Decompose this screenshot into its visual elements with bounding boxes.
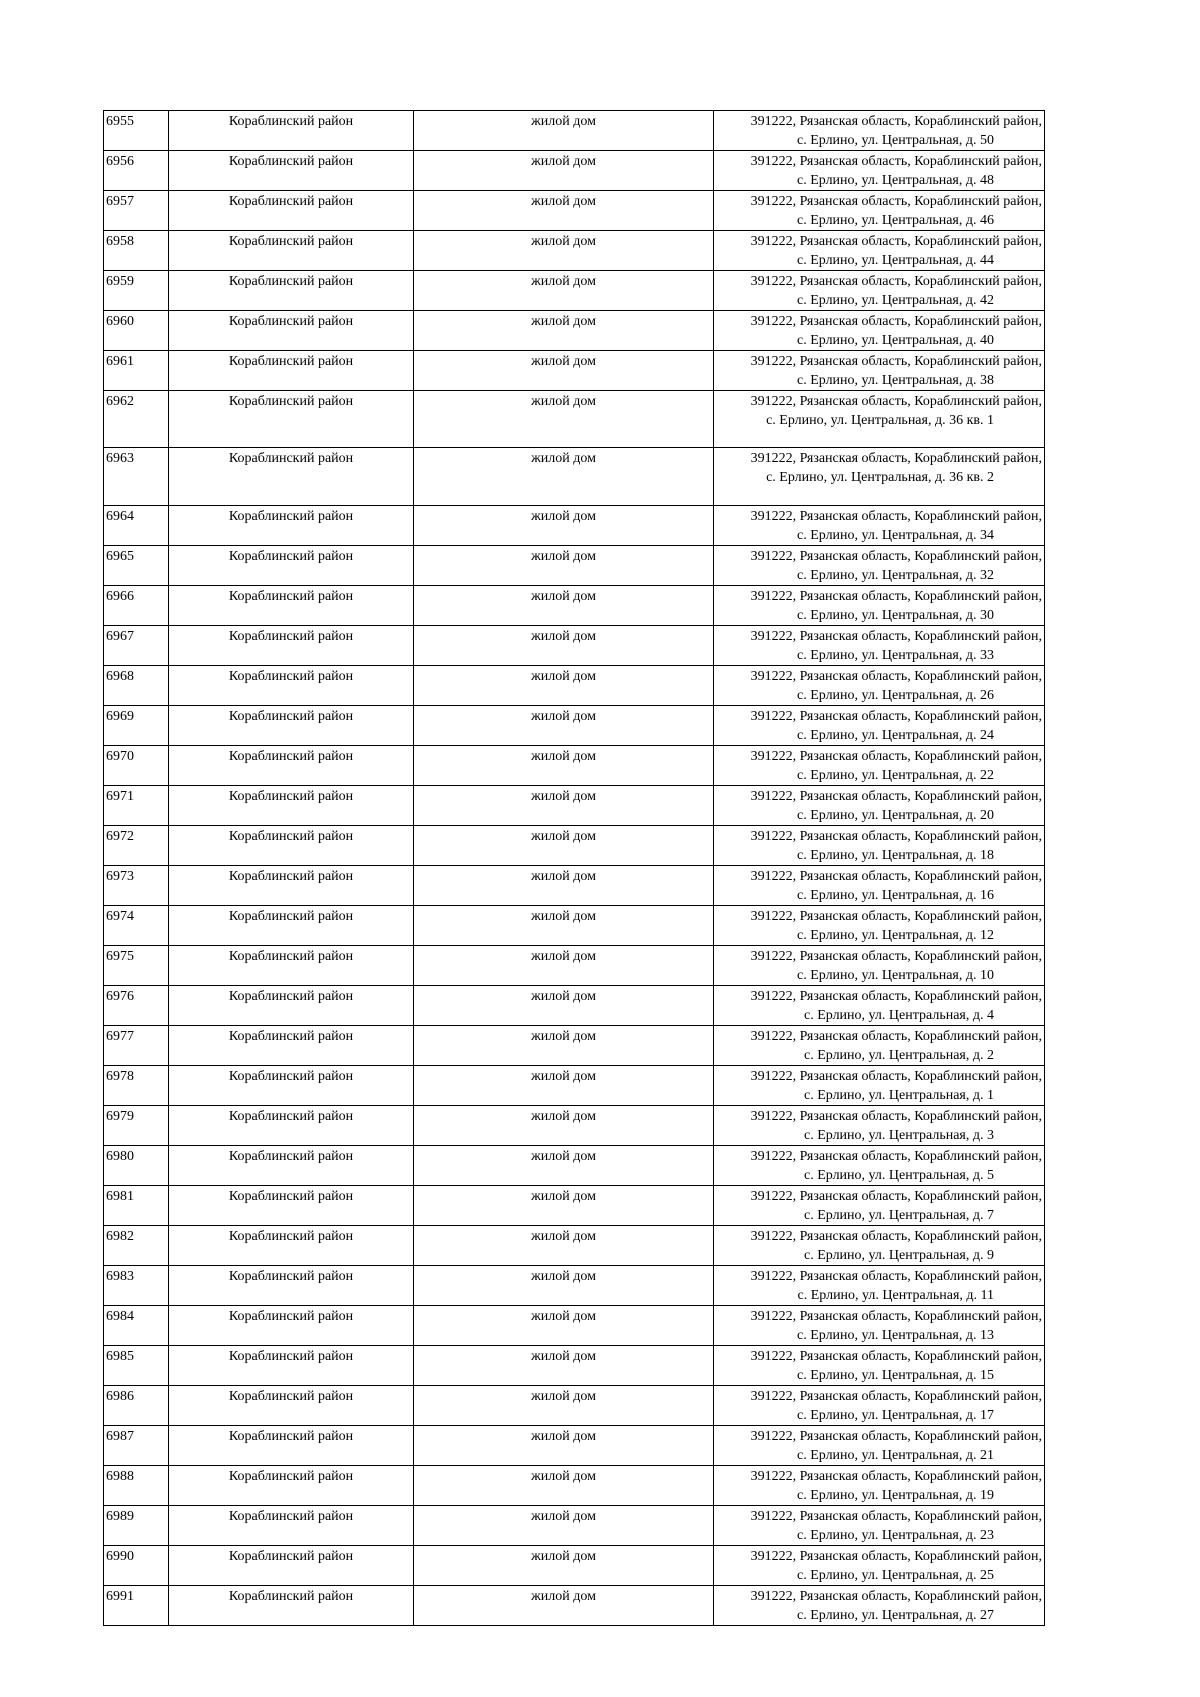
object-type-cell: жилой дом bbox=[414, 351, 714, 391]
object-type-cell: жилой дом bbox=[414, 1025, 714, 1065]
table-row bbox=[104, 545, 1045, 585]
record-number-cell: 6982 bbox=[104, 1225, 169, 1265]
registry-table-body bbox=[104, 111, 1045, 1626]
address-line-1: 391222, Рязанская область, Кораблинский район, bbox=[750, 628, 1042, 644]
record-number-cell: 6984 bbox=[104, 1305, 169, 1345]
record-number-cell: 6965 bbox=[104, 545, 169, 585]
address-line-1: 391222, Рязанская область, Кораблинский район, bbox=[750, 1188, 1042, 1204]
object-type-cell: жилой дом bbox=[414, 1345, 714, 1385]
table-row bbox=[104, 905, 1045, 945]
table-row bbox=[104, 1345, 1045, 1385]
district-cell: Кораблинский район bbox=[169, 825, 414, 865]
address-line-1: 391222, Рязанская область, Кораблинский район, bbox=[750, 1028, 1042, 1044]
table-row bbox=[104, 785, 1045, 825]
address-line-1: 391222, Рязанская область, Кораблинский район, bbox=[750, 828, 1042, 844]
address-line-2: с. Ерлино, ул. Центральная, д. 15 bbox=[796, 1367, 994, 1383]
address-line-2: с. Ерлино, ул. Центральная, д. 16 bbox=[796, 887, 994, 903]
table-row bbox=[104, 1385, 1045, 1425]
table-row bbox=[104, 1545, 1045, 1585]
address-line-1: 391222, Рязанская область, Кораблинский район, bbox=[750, 1108, 1042, 1124]
object-type-cell: жилой дом bbox=[414, 191, 714, 231]
address-line-1: 391222, Рязанская область, Кораблинский район, bbox=[750, 1068, 1042, 1084]
record-number-cell: 6959 bbox=[104, 271, 169, 311]
address-line-2: с. Ерлино, ул. Центральная, д. 34 bbox=[796, 527, 994, 543]
object-type-cell: жилой дом bbox=[414, 1425, 714, 1465]
table-row bbox=[104, 448, 1045, 505]
record-number-cell: 6985 bbox=[104, 1345, 169, 1385]
address-line-2: с. Ерлино, ул. Центральная, д. 48 bbox=[796, 173, 994, 188]
table-row bbox=[104, 1025, 1045, 1065]
record-number-cell: 6964 bbox=[104, 505, 169, 545]
object-type-cell: жилой дом bbox=[414, 905, 714, 945]
record-number-cell: 6960 bbox=[104, 311, 169, 351]
address-cell bbox=[714, 1425, 1045, 1465]
record-number-cell: 6957 bbox=[104, 191, 169, 231]
address-cell bbox=[714, 545, 1045, 585]
record-number-cell: 6968 bbox=[104, 665, 169, 705]
table-row bbox=[104, 111, 1045, 151]
table-row bbox=[104, 271, 1045, 311]
district-cell: Кораблинский район bbox=[169, 985, 414, 1025]
address-line-2: с. Ерлино, ул. Центральная, д. 38 bbox=[796, 373, 994, 388]
address-line-1: 391222, Рязанская область, Кораблинский район, bbox=[750, 1348, 1042, 1364]
address-cell bbox=[714, 1385, 1045, 1425]
address-line-1: 391222, Рязанская область, Кораблинский район, bbox=[750, 1428, 1042, 1444]
address-cell bbox=[714, 985, 1045, 1025]
table-row bbox=[104, 1465, 1045, 1505]
address-line-1: 391222, Рязанская область, Кораблинский район, bbox=[750, 708, 1042, 724]
object-type-cell: жилой дом bbox=[414, 745, 714, 785]
address-line-2: с. Ерлино, ул. Центральная, д. 50 bbox=[796, 133, 994, 148]
object-type-cell: жилой дом bbox=[414, 705, 714, 745]
address-cell bbox=[714, 448, 1045, 505]
district-cell: Кораблинский район bbox=[169, 351, 414, 391]
address-line-2: с. Ерлино, ул. Центральная, д. 3 bbox=[803, 1127, 994, 1143]
table-row bbox=[104, 985, 1045, 1025]
record-number-cell: 6988 bbox=[104, 1465, 169, 1505]
address-line-2: с. Ерлино, ул. Центральная, д. 5 bbox=[803, 1167, 994, 1183]
address-line-2: с. Ерлино, ул. Центральная, д. 27 bbox=[796, 1607, 994, 1623]
object-type-cell: жилой дом bbox=[414, 825, 714, 865]
table-row bbox=[104, 865, 1045, 905]
record-number-cell: 6963 bbox=[104, 448, 169, 505]
address-line-2: с. Ерлино, ул. Центральная, д. 11 bbox=[797, 1287, 994, 1303]
record-number-cell: 6955 bbox=[104, 111, 169, 151]
object-type-cell: жилой дом bbox=[414, 448, 714, 505]
object-type-cell: жилой дом bbox=[414, 625, 714, 665]
table-row bbox=[104, 585, 1045, 625]
district-cell: Кораблинский район bbox=[169, 1265, 414, 1305]
record-number-cell: 6958 bbox=[104, 231, 169, 271]
address-line-1: 391222, Рязанская область, Кораблинский район, bbox=[750, 1308, 1042, 1324]
district-cell: Кораблинский район bbox=[169, 625, 414, 665]
record-number-cell: 6991 bbox=[104, 1585, 169, 1625]
address-line-1: 391222, Рязанская область, Кораблинский район, bbox=[750, 1548, 1042, 1564]
address-line-1: 391222, Рязанская область, Кораблинский район, bbox=[750, 908, 1042, 924]
district-cell: Кораблинский район bbox=[169, 231, 414, 271]
address-cell bbox=[714, 665, 1045, 705]
address-cell bbox=[714, 1305, 1045, 1345]
district-cell: Кораблинский район bbox=[169, 1585, 414, 1625]
district-cell: Кораблинский район bbox=[169, 545, 414, 585]
district-cell: Кораблинский район bbox=[169, 945, 414, 985]
address-line-2: с. Ерлино, ул. Центральная, д. 26 bbox=[796, 687, 994, 703]
address-cell bbox=[714, 1025, 1045, 1065]
address-cell bbox=[714, 505, 1045, 545]
address-line-1: 391222, Рязанская область, Кораблинский район, bbox=[750, 868, 1042, 884]
address-cell bbox=[714, 825, 1045, 865]
address-line-1: 391222, Рязанская область, Кораблинский район, bbox=[750, 1268, 1042, 1284]
address-line-2: с. Ерлино, ул. Центральная, д. 20 bbox=[796, 807, 994, 823]
address-cell bbox=[714, 745, 1045, 785]
address-line-1: 391222, Рязанская область, Кораблинский район, bbox=[750, 234, 1042, 249]
table-row bbox=[104, 311, 1045, 351]
address-line-1: 391222, Рязанская область, Кораблинский район, bbox=[750, 1468, 1042, 1484]
district-cell: Кораблинский район bbox=[169, 151, 414, 191]
address-cell bbox=[714, 625, 1045, 665]
district-cell: Кораблинский район bbox=[169, 1545, 414, 1585]
address-cell bbox=[714, 151, 1045, 191]
object-type-cell: жилой дом bbox=[414, 865, 714, 905]
address-line-2: с. Ерлино, ул. Центральная, д. 19 bbox=[796, 1487, 994, 1503]
object-type-cell: жилой дом bbox=[414, 1545, 714, 1585]
address-line-2: с. Ерлино, ул. Центральная, д. 44 bbox=[796, 253, 994, 268]
district-cell: Кораблинский район bbox=[169, 665, 414, 705]
object-type-cell: жилой дом bbox=[414, 945, 714, 985]
address-line-1: 391222, Рязанская область, Кораблинский район, bbox=[750, 588, 1042, 604]
record-number-cell: 6986 bbox=[104, 1385, 169, 1425]
record-number-cell: 6990 bbox=[104, 1545, 169, 1585]
address-line-1: 391222, Рязанская область, Кораблинский район, bbox=[750, 788, 1042, 804]
table-row bbox=[104, 231, 1045, 271]
record-number-cell: 6972 bbox=[104, 825, 169, 865]
table-row bbox=[104, 1105, 1045, 1145]
object-type-cell: жилой дом bbox=[414, 1505, 714, 1545]
address-line-2: с. Ерлино, ул. Центральная, д. 7 bbox=[803, 1207, 994, 1223]
address-line-2: с. Ерлино, ул. Центральная, д. 23 bbox=[796, 1527, 994, 1543]
address-cell bbox=[714, 945, 1045, 985]
object-type-cell: жилой дом bbox=[414, 1145, 714, 1185]
address-cell bbox=[714, 1265, 1045, 1305]
table-row bbox=[104, 505, 1045, 545]
table-row bbox=[104, 945, 1045, 985]
address-line-2: с. Ерлино, ул. Центральная, д. 24 bbox=[796, 727, 994, 743]
address-line-2: с. Ерлино, ул. Центральная, д. 30 bbox=[796, 607, 994, 623]
table-row bbox=[104, 625, 1045, 665]
address-line-2: с. Ерлино, ул. Центральная, д. 9 bbox=[803, 1247, 994, 1263]
address-line-2: с. Ерлино, ул. Центральная, д. 40 bbox=[796, 333, 994, 348]
object-type-cell: жилой дом bbox=[414, 1225, 714, 1265]
address-line-2: с. Ерлино, ул. Центральная, д. 21 bbox=[796, 1447, 994, 1463]
object-type-cell: жилой дом bbox=[414, 785, 714, 825]
table-row bbox=[104, 391, 1045, 448]
table-row bbox=[104, 1185, 1045, 1225]
table-row bbox=[104, 351, 1045, 391]
table-row bbox=[104, 1065, 1045, 1105]
address-line-1: 391222, Рязанская область, Кораблинский район, bbox=[750, 274, 1042, 289]
district-cell: Кораблинский район bbox=[169, 1185, 414, 1225]
address-line-2: с. Ерлино, ул. Центральная, д. 33 bbox=[796, 647, 994, 663]
address-line-2: с. Ерлино, ул. Центральная, д. 4 bbox=[803, 1007, 994, 1023]
record-number-cell: 6961 bbox=[104, 351, 169, 391]
record-number-cell: 6956 bbox=[104, 151, 169, 191]
object-type-cell: жилой дом bbox=[414, 1465, 714, 1505]
address-line-2: с. Ерлино, ул. Центральная, д. 25 bbox=[796, 1567, 994, 1583]
record-number-cell: 6974 bbox=[104, 905, 169, 945]
address-cell bbox=[714, 271, 1045, 311]
district-cell: Кораблинский район bbox=[169, 1305, 414, 1345]
address-cell bbox=[714, 391, 1045, 448]
address-cell bbox=[714, 191, 1045, 231]
address-line-2: с. Ерлино, ул. Центральная, д. 36 кв. 1 bbox=[766, 413, 994, 428]
table-row bbox=[104, 745, 1045, 785]
table-row bbox=[104, 1265, 1045, 1305]
address-line-1: 391222, Рязанская область, Кораблинский район, bbox=[750, 988, 1042, 1004]
record-number-cell: 6967 bbox=[104, 625, 169, 665]
object-type-cell: жилой дом bbox=[414, 1105, 714, 1145]
table-row bbox=[104, 1305, 1045, 1345]
address-line-2: с. Ерлино, ул. Центральная, д. 12 bbox=[796, 927, 994, 943]
object-type-cell: жилой дом bbox=[414, 1185, 714, 1225]
object-type-cell: жилой дом bbox=[414, 545, 714, 585]
address-cell bbox=[714, 1145, 1045, 1185]
address-cell bbox=[714, 1465, 1045, 1505]
address-cell bbox=[714, 1545, 1045, 1585]
table-row bbox=[104, 191, 1045, 231]
table-row bbox=[104, 1225, 1045, 1265]
table-row bbox=[104, 1505, 1045, 1545]
address-line-2: с. Ерлино, ул. Центральная, д. 42 bbox=[796, 293, 994, 308]
address-cell bbox=[714, 585, 1045, 625]
address-line-2: с. Ерлино, ул. Центральная, д. 13 bbox=[796, 1327, 994, 1343]
record-number-cell: 6980 bbox=[104, 1145, 169, 1185]
address-line-1: 391222, Рязанская область, Кораблинский район, bbox=[750, 1508, 1042, 1524]
district-cell: Кораблинский район bbox=[169, 865, 414, 905]
address-cell bbox=[714, 1225, 1045, 1265]
record-number-cell: 6976 bbox=[104, 985, 169, 1025]
address-line-2: с. Ерлино, ул. Центральная, д. 32 bbox=[796, 567, 994, 583]
district-cell: Кораблинский район bbox=[169, 505, 414, 545]
object-type-cell: жилой дом bbox=[414, 505, 714, 545]
district-cell: Кораблинский район bbox=[169, 1225, 414, 1265]
object-type-cell: жилой дом bbox=[414, 1305, 714, 1345]
address-cell bbox=[714, 111, 1045, 151]
address-line-1: 391222, Рязанская область, Кораблинский район, bbox=[750, 948, 1042, 964]
district-cell: Кораблинский район bbox=[169, 191, 414, 231]
address-cell bbox=[714, 311, 1045, 351]
address-line-1: 391222, Рязанская область, Кораблинский район, bbox=[750, 354, 1042, 369]
district-cell: Кораблинский район bbox=[169, 1145, 414, 1185]
address-line-1: 391222, Рязанская область, Кораблинский район, bbox=[750, 114, 1042, 129]
object-type-cell: жилой дом bbox=[414, 985, 714, 1025]
address-line-1: 391222, Рязанская область, Кораблинский район, bbox=[750, 748, 1042, 764]
table-row bbox=[104, 705, 1045, 745]
object-type-cell: жилой дом bbox=[414, 665, 714, 705]
table-row bbox=[104, 1425, 1045, 1465]
record-number-cell: 6970 bbox=[104, 745, 169, 785]
address-line-2: с. Ерлино, ул. Центральная, д. 1 bbox=[803, 1087, 994, 1103]
address-cell bbox=[714, 905, 1045, 945]
district-cell: Кораблинский район bbox=[169, 1425, 414, 1465]
object-type-cell: жилой дом bbox=[414, 1585, 714, 1625]
address-cell bbox=[714, 1065, 1045, 1105]
object-type-cell: жилой дом bbox=[414, 271, 714, 311]
address-line-2: с. Ерлино, ул. Центральная, д. 46 bbox=[796, 213, 994, 228]
object-type-cell: жилой дом bbox=[414, 231, 714, 271]
district-cell: Кораблинский район bbox=[169, 1065, 414, 1105]
record-number-cell: 6962 bbox=[104, 391, 169, 448]
district-cell: Кораблинский район bbox=[169, 111, 414, 151]
district-cell: Кораблинский район bbox=[169, 905, 414, 945]
table-row bbox=[104, 1145, 1045, 1185]
address-cell bbox=[714, 231, 1045, 271]
address-cell bbox=[714, 1585, 1045, 1625]
address-line-1: 391222, Рязанская область, Кораблинский район, bbox=[750, 451, 1042, 467]
address-line-1: 391222, Рязанская область, Кораблинский район, bbox=[750, 508, 1042, 524]
address-cell bbox=[714, 1345, 1045, 1385]
record-number-cell: 6975 bbox=[104, 945, 169, 985]
district-cell: Кораблинский район bbox=[169, 448, 414, 505]
address-cell bbox=[714, 351, 1045, 391]
record-number-cell: 6989 bbox=[104, 1505, 169, 1545]
address-line-2: с. Ерлино, ул. Центральная, д. 2 bbox=[803, 1047, 994, 1063]
object-type-cell: жилой дом bbox=[414, 1265, 714, 1305]
address-line-1: 391222, Рязанская область, Кораблинский район, bbox=[750, 314, 1042, 329]
table-row bbox=[104, 665, 1045, 705]
address-line-1: 391222, Рязанская область, Кораблинский район, bbox=[750, 548, 1042, 564]
object-type-cell: жилой дом bbox=[414, 311, 714, 351]
object-type-cell: жилой дом bbox=[414, 1065, 714, 1105]
table-row bbox=[104, 1585, 1045, 1625]
record-number-cell: 6966 bbox=[104, 585, 169, 625]
object-type-cell: жилой дом bbox=[414, 585, 714, 625]
table-row bbox=[104, 825, 1045, 865]
address-cell bbox=[714, 1505, 1045, 1545]
table-row bbox=[104, 151, 1045, 191]
registry-table bbox=[103, 110, 1045, 1626]
address-line-1: 391222, Рязанская область, Кораблинский район, bbox=[750, 1148, 1042, 1164]
record-number-cell: 6971 bbox=[104, 785, 169, 825]
record-number-cell: 6979 bbox=[104, 1105, 169, 1145]
address-cell bbox=[714, 705, 1045, 745]
district-cell: Кораблинский район bbox=[169, 785, 414, 825]
record-number-cell: 6983 bbox=[104, 1265, 169, 1305]
address-line-2: с. Ерлино, ул. Центральная, д. 17 bbox=[796, 1407, 994, 1423]
address-line-1: 391222, Рязанская область, Кораблинский район, bbox=[750, 1588, 1042, 1604]
district-cell: Кораблинский район bbox=[169, 745, 414, 785]
object-type-cell: жилой дом bbox=[414, 151, 714, 191]
address-line-1: 391222, Рязанская область, Кораблинский район, bbox=[750, 194, 1042, 209]
district-cell: Кораблинский район bbox=[169, 1345, 414, 1385]
address-line-1: 391222, Рязанская область, Кораблинский район, bbox=[750, 154, 1042, 169]
address-line-2: с. Ерлино, ул. Центральная, д. 10 bbox=[796, 967, 994, 983]
address-line-2: с. Ерлино, ул. Центральная, д. 18 bbox=[796, 847, 994, 863]
address-cell bbox=[714, 1105, 1045, 1145]
record-number-cell: 6973 bbox=[104, 865, 169, 905]
address-cell bbox=[714, 785, 1045, 825]
record-number-cell: 6987 bbox=[104, 1425, 169, 1465]
address-line-2: с. Ерлино, ул. Центральная, д. 22 bbox=[796, 767, 994, 783]
object-type-cell: жилой дом bbox=[414, 391, 714, 448]
district-cell: Кораблинский район bbox=[169, 311, 414, 351]
district-cell: Кораблинский район bbox=[169, 391, 414, 448]
object-type-cell: жилой дом bbox=[414, 111, 714, 151]
district-cell: Кораблинский район bbox=[169, 1025, 414, 1065]
district-cell: Кораблинский район bbox=[169, 271, 414, 311]
address-line-1: 391222, Рязанская область, Кораблинский район, bbox=[750, 394, 1042, 409]
district-cell: Кораблинский район bbox=[169, 705, 414, 745]
address-line-1: 391222, Рязанская область, Кораблинский район, bbox=[750, 668, 1042, 684]
district-cell: Кораблинский район bbox=[169, 585, 414, 625]
district-cell: Кораблинский район bbox=[169, 1385, 414, 1425]
record-number-cell: 6969 bbox=[104, 705, 169, 745]
district-cell: Кораблинский район bbox=[169, 1505, 414, 1545]
record-number-cell: 6978 bbox=[104, 1065, 169, 1105]
address-line-1: 391222, Рязанская область, Кораблинский район, bbox=[750, 1228, 1042, 1244]
record-number-cell: 6981 bbox=[104, 1185, 169, 1225]
address-cell bbox=[714, 865, 1045, 905]
object-type-cell: жилой дом bbox=[414, 1385, 714, 1425]
address-cell bbox=[714, 1185, 1045, 1225]
record-number-cell: 6977 bbox=[104, 1025, 169, 1065]
district-cell: Кораблинский район bbox=[169, 1105, 414, 1145]
address-line-1: 391222, Рязанская область, Кораблинский район, bbox=[750, 1388, 1042, 1404]
district-cell: Кораблинский район bbox=[169, 1465, 414, 1505]
address-line-2: с. Ерлино, ул. Центральная, д. 36 кв. 2 bbox=[766, 470, 994, 486]
